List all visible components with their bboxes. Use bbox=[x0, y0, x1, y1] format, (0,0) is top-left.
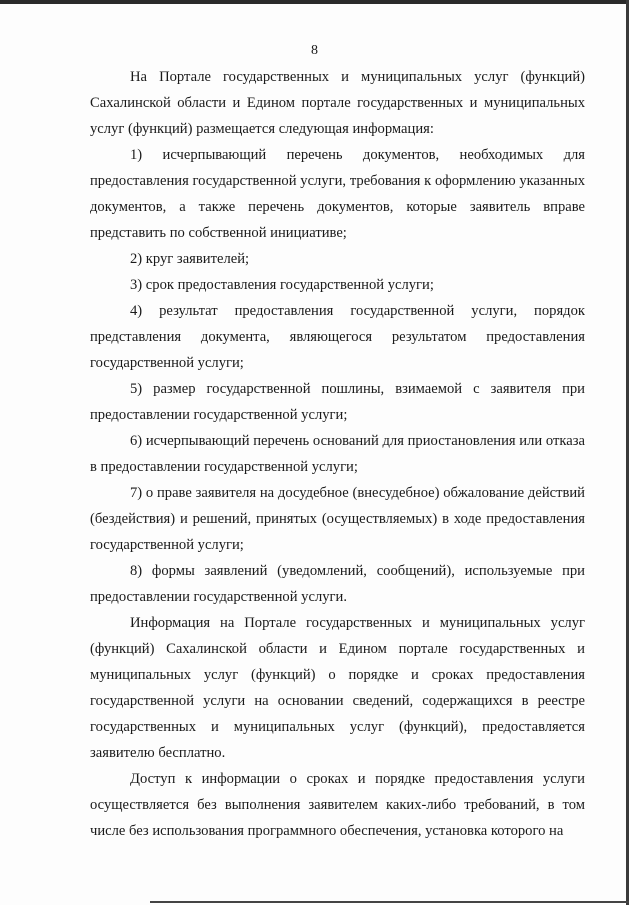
scan-edge-top bbox=[0, 0, 629, 4]
list-item-2: 2) круг заявителей; bbox=[130, 251, 250, 267]
paragraph-information: Информация на Портале государственных и муниципальных услуг (функций) Сахалинской области и Едином портале государственных и муниципальных услуг (функций) о порядке и сроках предоставления государственной услуги на основании сведений, содержащихся в реестре государственных и муниципальных услуг (функций), предоставляется заявителю бесплатно. bbox=[90, 615, 585, 761]
paragraph-access: Доступ к информации о сроках и порядке предоставления услуги осуществляется без выполнения заявителем каких-либо требований, в том числе без использования программного обеспечения, установка которого на bbox=[90, 771, 585, 839]
page-number: 8 bbox=[311, 43, 318, 58]
list-item-3: 3) срок предоставления государственной услуги; bbox=[130, 277, 434, 293]
list-item-6: 6) исчерпывающий перечень оснований для приостановления или отказа в предоставлении государственной услуги; bbox=[90, 433, 585, 475]
list-item-7: 7) о праве заявителя на досудебное (внесудебное) обжалование действий (бездействия) и решений, принятых (осуществляемых) в ходе предоставления государственной услуги; bbox=[90, 485, 585, 553]
list-item-1: 1) исчерпывающий перечень документов, необходимых для предоставления государственной услуги, требования к оформлению указанных документов, а также перечень документов, которые заявитель вправе представить по собственной инициативе; bbox=[90, 147, 585, 241]
list-item-4: 4) результат предоставления государственной услуги, порядок представления документа, являющегося результатом предоставления государственной услуги; bbox=[90, 303, 585, 371]
paragraph-intro: На Портале государственных и муниципальных услуг (функций) Сахалинской области и Едином портале государственных и муниципальных услуг (функций) размещается следующая информация: bbox=[90, 69, 585, 137]
list-item-5: 5) размер государственной пошлины, взимаемой с заявителя при предоставлении государственной услуги; bbox=[90, 381, 585, 423]
scan-edge-bottom bbox=[150, 901, 629, 903]
document-body bbox=[90, 64, 585, 844]
list-item-8: 8) формы заявлений (уведомлений, сообщений), используемые при предоставлении государственной услуги. bbox=[90, 563, 585, 605]
